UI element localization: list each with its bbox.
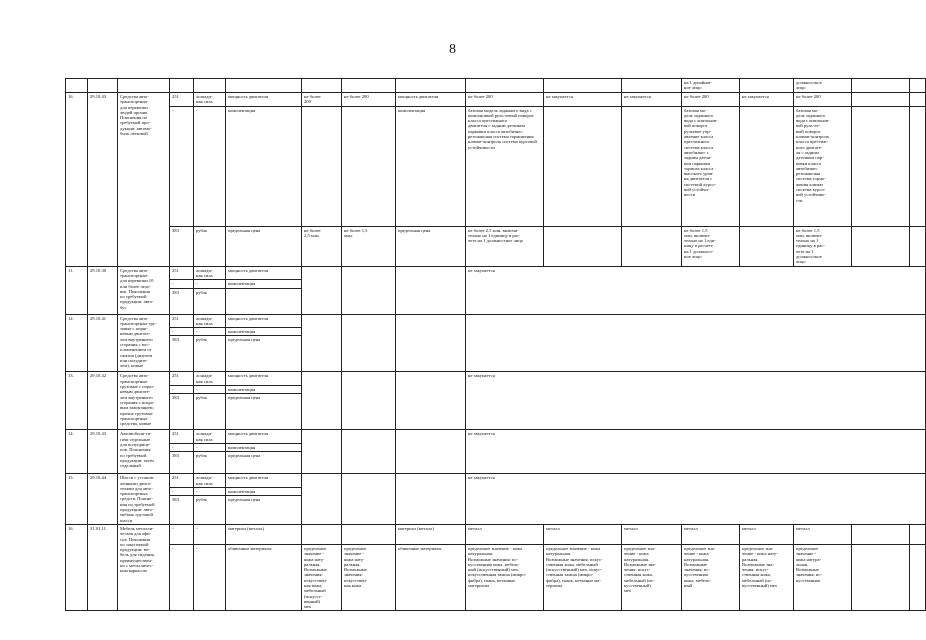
- characteristic: комплектация: [226, 280, 302, 288]
- table-cell: [852, 79, 910, 93]
- characteristic: комплектация: [226, 106, 302, 226]
- row-number: 16.: [66, 93, 88, 267]
- value-cell: предельное зна- чение - кожа натуральная. Возможные зна- чения: искус- ственная кожа, мебельный (ис- кусственный) мех: [622, 544, 682, 611]
- unit-code: 251: [170, 266, 194, 280]
- characteristic: обивочные материалы: [226, 544, 302, 611]
- characteristic: материал (металл): [396, 524, 466, 544]
- table-cell: [910, 79, 926, 93]
- value-cell: металл: [544, 524, 622, 544]
- characteristic: мощность двигателя: [226, 430, 302, 444]
- product-name: Средства авто- транспортные для перевозки людей прочие. Пояснения по требуемой про- дукции: автомо- биль легковой: [118, 93, 170, 267]
- table-cell: [544, 79, 622, 93]
- value-cell-merged: не закупается: [466, 266, 926, 314]
- value-cell: не более 200: [682, 93, 740, 107]
- table-row: [66, 544, 926, 611]
- unit-code: 383: [170, 226, 194, 266]
- table-cell: [342, 79, 396, 93]
- table-cell: [66, 79, 88, 93]
- unit-code: 383: [170, 394, 194, 430]
- row-number: 15.: [66, 474, 88, 525]
- table-cell: [302, 266, 342, 314]
- table-cell: [342, 474, 396, 525]
- unit-name: лошади- ная сила: [194, 93, 226, 107]
- table-cell: [302, 314, 342, 372]
- unit-name: -: [194, 488, 226, 496]
- value-cell: предельное значение - кожа натуральная. Возможные значения: искус- ственная кожа, мебельный (искусственный) мех, искус- ственная замша (микро- фибра), ткань, нетканые ма- териалы: [544, 544, 622, 611]
- value-cell: не более 2,5 млн.: [302, 226, 342, 266]
- characteristic: предельная цена: [226, 496, 302, 524]
- unit-code: 383: [170, 336, 194, 372]
- table-cell: [852, 524, 910, 544]
- product-name: Шасси с установ- ленными двига- телями для авто- транспортных средств. Поясне- ния по требуемой продукции: авто- мобиль грузовой шасси: [118, 474, 170, 525]
- table-cell: на 1 дизайнат- ное лицо: [682, 79, 740, 93]
- value-cell: не более 200: [302, 93, 342, 107]
- table-row: [66, 430, 926, 444]
- okpd-code: 29.10.30: [88, 266, 118, 314]
- table-cell: [118, 79, 170, 93]
- characteristic: комплектация: [226, 443, 302, 451]
- page-number: 8: [449, 42, 456, 57]
- regulation-table-sheet: [65, 78, 845, 610]
- characteristic: комплектация: [226, 328, 302, 336]
- value-cell: не более 1,5 млн. включи- тельно на 1 еди- ницу в расчете на 1 должност- ное лицо: [682, 226, 740, 266]
- value-cell: не более 200: [466, 93, 544, 107]
- unit-code: 251: [170, 430, 194, 444]
- value-cell: базовая мо- дель заданного вида с компонов- кой поворот рульевое упр- авление класса престижного система класса автобизнес с задним датчи- ком парковки тормоза класса высокого уров- ня двигателя с системой курсо- вой устойчи- вости: [682, 106, 740, 226]
- unit-name: лошади- ная сила: [194, 430, 226, 444]
- unit-name: рубль: [194, 452, 226, 474]
- table-row: [66, 226, 926, 266]
- unit-name: -: [194, 443, 226, 451]
- characteristic: предельная цена: [226, 452, 302, 474]
- table-cell: [194, 79, 226, 93]
- value-cell-merged: не закупается: [466, 372, 926, 430]
- table-cell: [622, 79, 682, 93]
- unit-code: -: [170, 386, 194, 394]
- unit-name: лошади- ная сила: [194, 372, 226, 386]
- unit-code: 251: [170, 93, 194, 107]
- product-name: Средства авто- транспортные гру- зовые с порш- невым двигате- лем внутреннего сгорания с вос- пламенением от сжатия (дизелем или полудизе- лем), новые: [118, 314, 170, 372]
- unit-name: лошади- ная сила: [194, 266, 226, 280]
- value-cell: не более 2,5 млн. включи- тельно на 1 единицу в рас- чете на 1 должностное лицо: [466, 226, 544, 266]
- table-cell: [740, 226, 794, 266]
- characteristic: мощность двигателя: [396, 93, 466, 107]
- table-cell: [622, 106, 682, 226]
- table-cell: [302, 106, 342, 226]
- value-cell: не закупается: [622, 93, 682, 107]
- value-cell-merged: не закупается: [466, 430, 926, 474]
- value-cell-merged: не закупается: [466, 474, 926, 525]
- table-cell: [226, 79, 302, 93]
- product-name: Средства авто- транспортные грузовые с порш- невым двигате- лем внутреннего сгорания с искро- вым зажиганием; прочие грузовые транспортные средства, новые: [118, 372, 170, 430]
- table-cell: [910, 226, 926, 266]
- row-number: 16.: [66, 524, 88, 611]
- table-cell: [302, 372, 342, 430]
- table-cell: [466, 79, 544, 93]
- table-cell: [170, 79, 194, 93]
- table-row: [66, 474, 926, 488]
- value-cell: не закупается: [544, 93, 622, 107]
- row-number: 11.: [66, 266, 88, 314]
- table-cell: [852, 226, 910, 266]
- value-cell: не более 200: [342, 93, 396, 107]
- table-cell: [544, 106, 622, 226]
- unit-code: 251: [170, 314, 194, 328]
- value-cell: металл: [622, 524, 682, 544]
- unit-code: 383: [170, 452, 194, 474]
- value-cell: металл: [794, 524, 852, 544]
- table-cell: [342, 314, 396, 372]
- unit-code: 383: [170, 288, 194, 314]
- unit-name: лошади- ная сила: [194, 474, 226, 488]
- table-cell: [910, 524, 926, 544]
- value-cell: не закупается: [740, 93, 794, 107]
- characteristic: комплектация: [396, 106, 466, 226]
- table-cell: [740, 79, 794, 93]
- characteristic: комплектация: [226, 488, 302, 496]
- table-cell: [302, 430, 342, 474]
- table-cell: [342, 372, 396, 430]
- table-cell: [302, 79, 342, 93]
- table-cell: [622, 226, 682, 266]
- unit-code: -: [170, 443, 194, 451]
- unit-code: 251: [170, 372, 194, 386]
- value-cell: предельное значение - кожа нату- ральная. Возможные значения: искусствен- ная кожа: [342, 544, 396, 611]
- table-cell: [910, 544, 926, 611]
- value-cell: металл: [682, 524, 740, 544]
- unit-code: -: [170, 328, 194, 336]
- characteristic: обивочные материалы: [396, 544, 466, 611]
- table-cell: [396, 372, 466, 430]
- unit-code: -: [170, 106, 194, 226]
- row-number: 13.: [66, 372, 88, 430]
- unit-code: -: [170, 544, 194, 611]
- unit-code: -: [170, 280, 194, 288]
- characteristic: мощность двигателя: [226, 93, 302, 107]
- unit-name: -: [194, 386, 226, 394]
- table-cell: [852, 106, 910, 226]
- value-cell: предельное значение - кожа натура- льная. Возможные значения: ис- кусственная: [794, 544, 852, 611]
- table-row: [66, 106, 926, 226]
- table-cell: [302, 524, 342, 544]
- table-row: [66, 524, 926, 544]
- unit-name: рубль: [194, 496, 226, 524]
- table-row: [66, 314, 926, 328]
- value-cell: базовая мо- дель заданного вида с компонов- кой руль-ле- вый поворот климат-контроль класса престиж- ного двигате- ля с задним датчиком пар- ковки класса автобизнес резонансная система тормо- жения климат система курсо- вой устойчиво- сти: [794, 106, 852, 226]
- okpd-code: 29.10.43: [88, 93, 118, 267]
- product-name: Средства авто- транспортные для перевозки 10 или более чело- век. Пояснения по требуемой продукции: авто- бус: [118, 266, 170, 314]
- table-cell: [396, 266, 466, 314]
- okpd-code: 31.01.11: [88, 524, 118, 611]
- table-cell: [910, 93, 926, 107]
- table-cell: должностное лицо: [794, 79, 852, 93]
- value-cell: базовая модель заданного вида с компоновкой руль-левый поворот класса престижного двигателя с задним датчиком парковки класса автобизнес резонансная система торможения климат-контроль система курсовой устойчивости: [466, 106, 544, 226]
- row-number: 12.: [66, 314, 88, 372]
- unit-name: рубль: [194, 394, 226, 430]
- value-cell: металл: [466, 524, 544, 544]
- unit-code: 383: [170, 496, 194, 524]
- unit-name: -: [194, 328, 226, 336]
- characteristic: предельная цена: [226, 394, 302, 430]
- characteristic: комплектация: [226, 386, 302, 394]
- table-cell: [88, 79, 118, 93]
- unit-code: -: [170, 524, 194, 544]
- table-cell: [342, 430, 396, 474]
- unit-name: рубль: [194, 226, 226, 266]
- table-row-continuation: [66, 79, 926, 93]
- characteristic: мощность двигателя: [226, 372, 302, 386]
- value-cell: не более 1,5 млн. включи- тельно на 1 единицу в рас- чете на 1 должностное лицо: [794, 226, 852, 266]
- value-cell: не более 1,5 млн.: [342, 226, 396, 266]
- table-cell: [740, 106, 794, 226]
- table-cell: [396, 430, 466, 474]
- table-cell: [342, 266, 396, 314]
- unit-name: лошади- ная сила: [194, 314, 226, 328]
- regulation-table: [65, 78, 926, 611]
- table-cell: [544, 226, 622, 266]
- unit-name: рубль: [194, 336, 226, 372]
- characteristic: мощность двигателя: [226, 474, 302, 488]
- okpd-code: 29.10.42: [88, 372, 118, 430]
- table-cell: [396, 474, 466, 525]
- table-cell: [910, 106, 926, 226]
- value-cell: металл: [740, 524, 794, 544]
- unit-name: -: [194, 524, 226, 544]
- table-cell: [302, 474, 342, 525]
- characteristic: предельная цена: [396, 226, 466, 266]
- table-cell: [396, 314, 466, 372]
- unit-name: -: [194, 544, 226, 611]
- value-cell: предельное значение - кожа натуральная. Возможные значения: ис- кусственная кожа, мебель- ный (искусственный) мех, искусственная замша (микро- фибра), ткань, нетканые материалы: [466, 544, 544, 611]
- characteristic: предельная цена: [226, 336, 302, 372]
- table-row: [66, 266, 926, 280]
- unit-name: рубль: [194, 288, 226, 314]
- table-row: [66, 93, 926, 107]
- table-cell: [342, 106, 396, 226]
- row-number: 14.: [66, 430, 88, 474]
- table-cell: [852, 544, 910, 611]
- value-cell: предельное зна- чение - кожа нату- ральная. Возможные зна- чения: искус- ственная кожа, мебельный (ис- кусственный) мех: [740, 544, 794, 611]
- okpd-code: 29.10.44: [88, 474, 118, 525]
- value-cell: предельное значение - кожа нату- ральная. Возможные значения: искусствен- ная кожа, мебельный (искусст- венный) мех: [302, 544, 342, 611]
- characteristic: предельная цена: [226, 226, 302, 266]
- okpd-code: 29.10.41: [88, 314, 118, 372]
- characteristic: материал (металл): [226, 524, 302, 544]
- unit-name: -: [194, 106, 226, 226]
- table-cell: [852, 93, 910, 107]
- table-cell: [396, 79, 466, 93]
- unit-name: -: [194, 280, 226, 288]
- value-cell: предельное зна- чение - кожа натуральная. Возможные значения: ис- кусственная кожа, мебель- ный: [682, 544, 740, 611]
- characteristic: мощность двигателя: [226, 314, 302, 328]
- table-row: [66, 372, 926, 386]
- product-name: Мебель металли- ческая для офи- сов. Пояснения по закупаемой продукции: ме- бель для сидения, преимуществен- но с металличес- ким каркасом: [118, 524, 170, 611]
- unit-code: 251: [170, 474, 194, 488]
- product-name: Автомобили-тя- гачи седельные для полуприце- пов. Пояснения по требуемой продукции: тягач седельный: [118, 430, 170, 474]
- okpd-code: 29.10.43: [88, 430, 118, 474]
- table-cell: [342, 524, 396, 544]
- characteristic: мощность двигателя: [226, 266, 302, 280]
- unit-code: -: [170, 488, 194, 496]
- characteristic: [226, 288, 302, 314]
- value-cell: не более 200: [794, 93, 852, 107]
- value-cell-merged: [466, 314, 926, 372]
